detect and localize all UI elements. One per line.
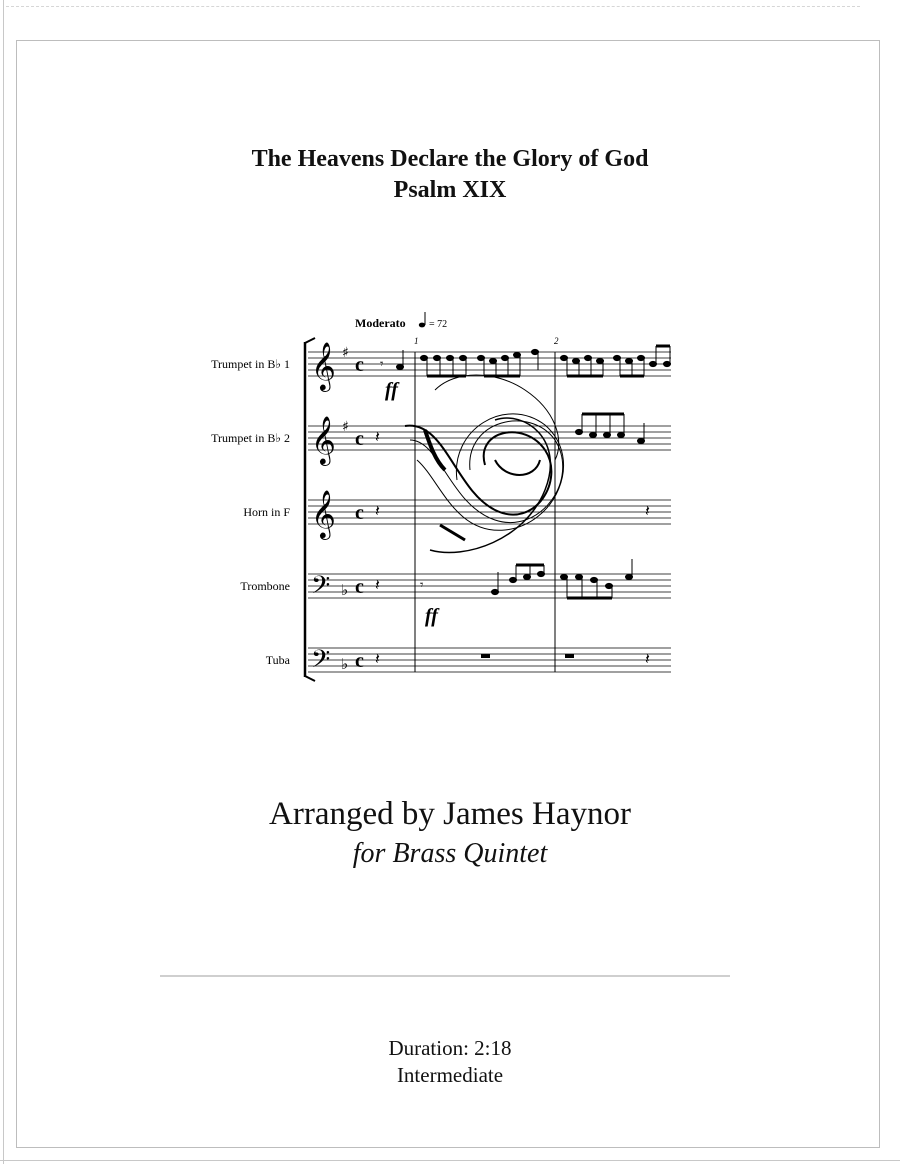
outer-border-top (6, 6, 860, 7)
instrument-label: Trumpet in B♭ 1 (211, 357, 290, 371)
svg-text:c: c (355, 502, 364, 524)
instrumentation: for Brass Quintet (352, 838, 548, 869)
svg-text:𝄾: 𝄾 (420, 578, 424, 593)
score-excerpt (195, 310, 685, 690)
measure-number-2: 2 (554, 336, 559, 346)
measure-number-1: 1 (414, 336, 419, 346)
key-signatures (341, 345, 349, 673)
instrument-label: Tuba (265, 653, 290, 667)
bass-clef-icon: 𝄢 (311, 645, 331, 680)
treble-clef-icon: 𝄞 (311, 415, 336, 464)
treble-clef-icon: 𝄞 (311, 489, 336, 538)
divider (160, 975, 730, 977)
svg-text:𝄽: 𝄽 (645, 501, 650, 520)
svg-text:c: c (355, 428, 364, 450)
instrument-label: Trumpet in B♭ 2 (211, 431, 290, 445)
multi-beat-rests (481, 654, 574, 658)
dynamic-ff: ff (425, 605, 438, 627)
dynamic-ff: ff (385, 379, 398, 401)
page-title: The Heavens Declare the Glory of God (251, 146, 649, 172)
svg-text:𝄽: 𝄽 (375, 649, 380, 668)
svg-text:𝄽: 𝄽 (375, 427, 380, 446)
svg-text:♭: ♭ (341, 581, 349, 599)
svg-text:𝄽: 𝄽 (375, 575, 380, 594)
instrument-label: Trombone (240, 579, 290, 593)
quarter-note-icon (419, 312, 425, 327)
svg-text:♯: ♯ (342, 419, 349, 435)
arranger-credit: Arranged by James Haynor (269, 796, 631, 832)
page-subtitle: Psalm XIX (393, 177, 507, 203)
swirl-graphic (405, 375, 564, 553)
svg-text:♭: ♭ (341, 655, 349, 673)
outer-border-left (3, 0, 4, 1164)
svg-text:c: c (355, 354, 364, 376)
instrument-label: Horn in F (243, 505, 290, 519)
svg-text:𝄽: 𝄽 (645, 649, 650, 668)
svg-text:c: c (355, 576, 364, 598)
quarter-rests (375, 427, 650, 668)
tempo-value: = 72 (429, 319, 448, 330)
time-signatures (355, 354, 364, 672)
difficulty-level: Intermediate (396, 1063, 504, 1087)
bass-clef-icon: 𝄢 (311, 571, 331, 606)
trumpet1-notes (380, 346, 671, 376)
svg-text:c: c (355, 650, 364, 672)
treble-clef-icon: 𝄞 (311, 341, 336, 390)
duration: Duration: 2:18 (388, 1036, 512, 1060)
trumpet2-notes (576, 414, 645, 444)
svg-text:𝄾: 𝄾 (380, 357, 384, 372)
clef-icons (311, 341, 336, 680)
tempo-word: Moderato (355, 316, 406, 330)
svg-text:♯: ♯ (342, 345, 349, 361)
outer-border-bottom (0, 1160, 900, 1161)
svg-text:𝄽: 𝄽 (375, 501, 380, 520)
